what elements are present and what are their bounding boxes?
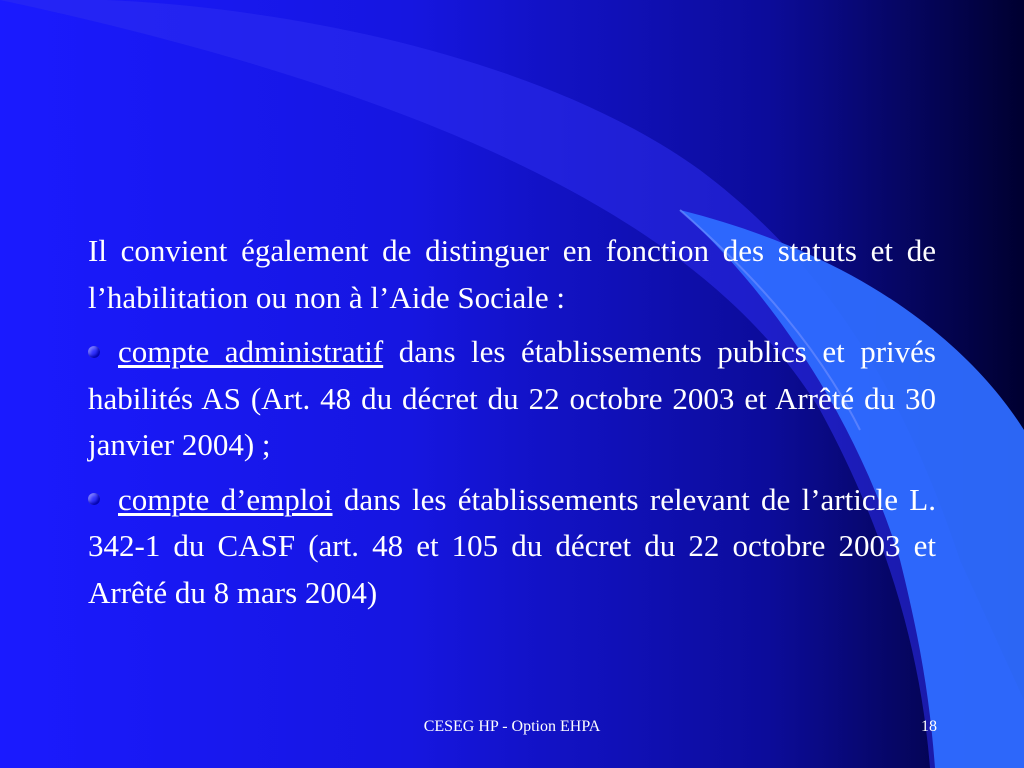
intro-paragraph: Il convient également de distinguer en fonction des statuts et de l’habilitation ou non à l’Aide Sociale : bbox=[88, 233, 936, 315]
slide-body bbox=[88, 228, 936, 624]
page-number: 18 bbox=[921, 718, 937, 735]
term-compte-emploi: compte d’emploi bbox=[118, 481, 333, 517]
bullet-icon bbox=[88, 493, 100, 505]
item-text: dans les établissements relevant de l’article L. 342-1 du CASF (art. 48 et 105 du décret du 22 octobre 2003 et Arrêté du 8 mars 2004) bbox=[88, 481, 936, 610]
term-compte-administratif: compte administratif bbox=[118, 334, 384, 369]
bullet-item-compte-administratif bbox=[88, 329, 936, 469]
bullet-item-compte-emploi bbox=[88, 477, 936, 617]
bullet-icon bbox=[88, 346, 100, 358]
item-text: dans les établissements publics et privés habilités AS (Art. 48 du décret du 22 octobre 2003 et Arrêté du 30 janvier 2004) ; bbox=[88, 334, 936, 462]
footer-title: CESEG HP - Option EHPA bbox=[423, 718, 601, 735]
